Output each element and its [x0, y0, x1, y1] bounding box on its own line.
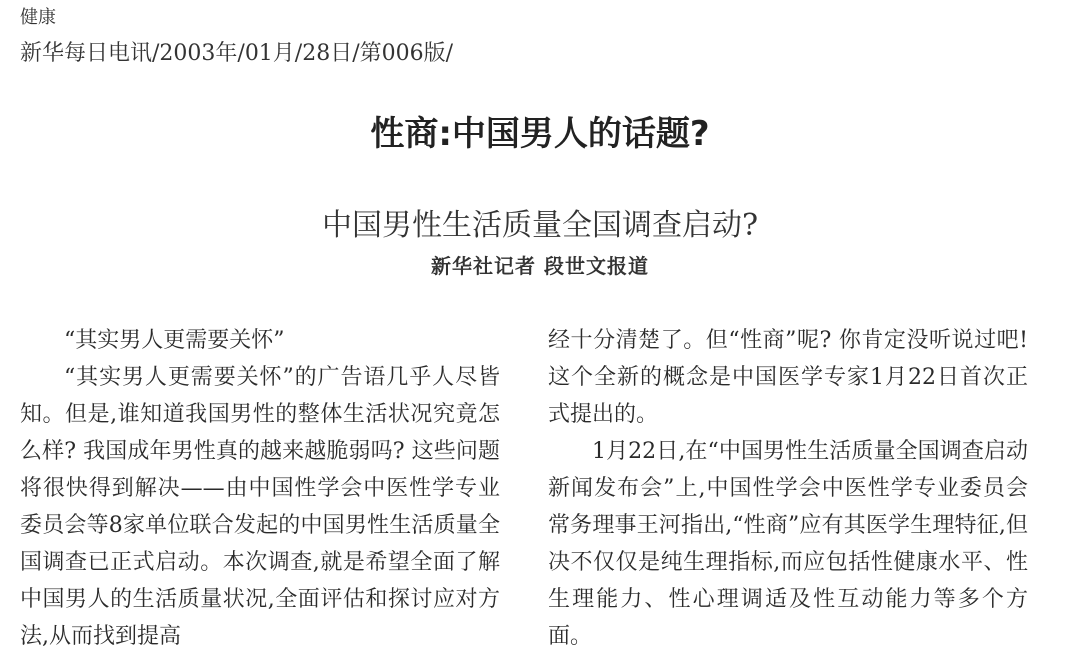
right-column — [548, 322, 1028, 655]
body-paragraph: “其实男人更需要关怀”的广告语几乎人尽皆知。但是,谁知道我国男性的整体生活状况究竟怎么样? 我国成年男性真的越来越脆弱吗? 这些问题将很快得到解决——由中国性学会中医性学专业委员会等8家单位联合发起的中国男性生活质量全国调查已正式启动。本次调查,就是希望全面了解中国男人的生活质量状况,全面评估和探讨应对方法,从而找到提高 — [20, 365, 500, 649]
section-tag: 健康 — [20, 7, 56, 28]
article-byline: 新华社记者 段世文报道 — [431, 254, 649, 278]
article-headline: 性商:中国男人的话题? — [370, 114, 710, 154]
left-column — [20, 322, 500, 655]
source-line: 新华每日电讯/2003年/01月/28日/第006版/ — [20, 41, 454, 66]
intro-quote-paragraph: “其实男人更需要关怀” — [64, 328, 285, 353]
body-paragraph: 1月22日,在“中国男性生活质量全国调查启动新闻发布会”上,中国性学会中医性学专业委员会常务理事王河指出,“性商”应有其医学生理特征,但决不仅仅是纯生理指标,而应包括性健康水平、性生理能力、性心理调适及性互动能力等多个方面。 — [548, 439, 1028, 649]
continued-paragraph: 经十分清楚了。但“性商”呢? 你肯定没听说过吧! 这个全新的概念是中国医学专家1月22日首次正式提出的。 — [548, 328, 1028, 427]
article-subheadline: 中国男性生活质量全国调查启动? — [321, 208, 759, 243]
